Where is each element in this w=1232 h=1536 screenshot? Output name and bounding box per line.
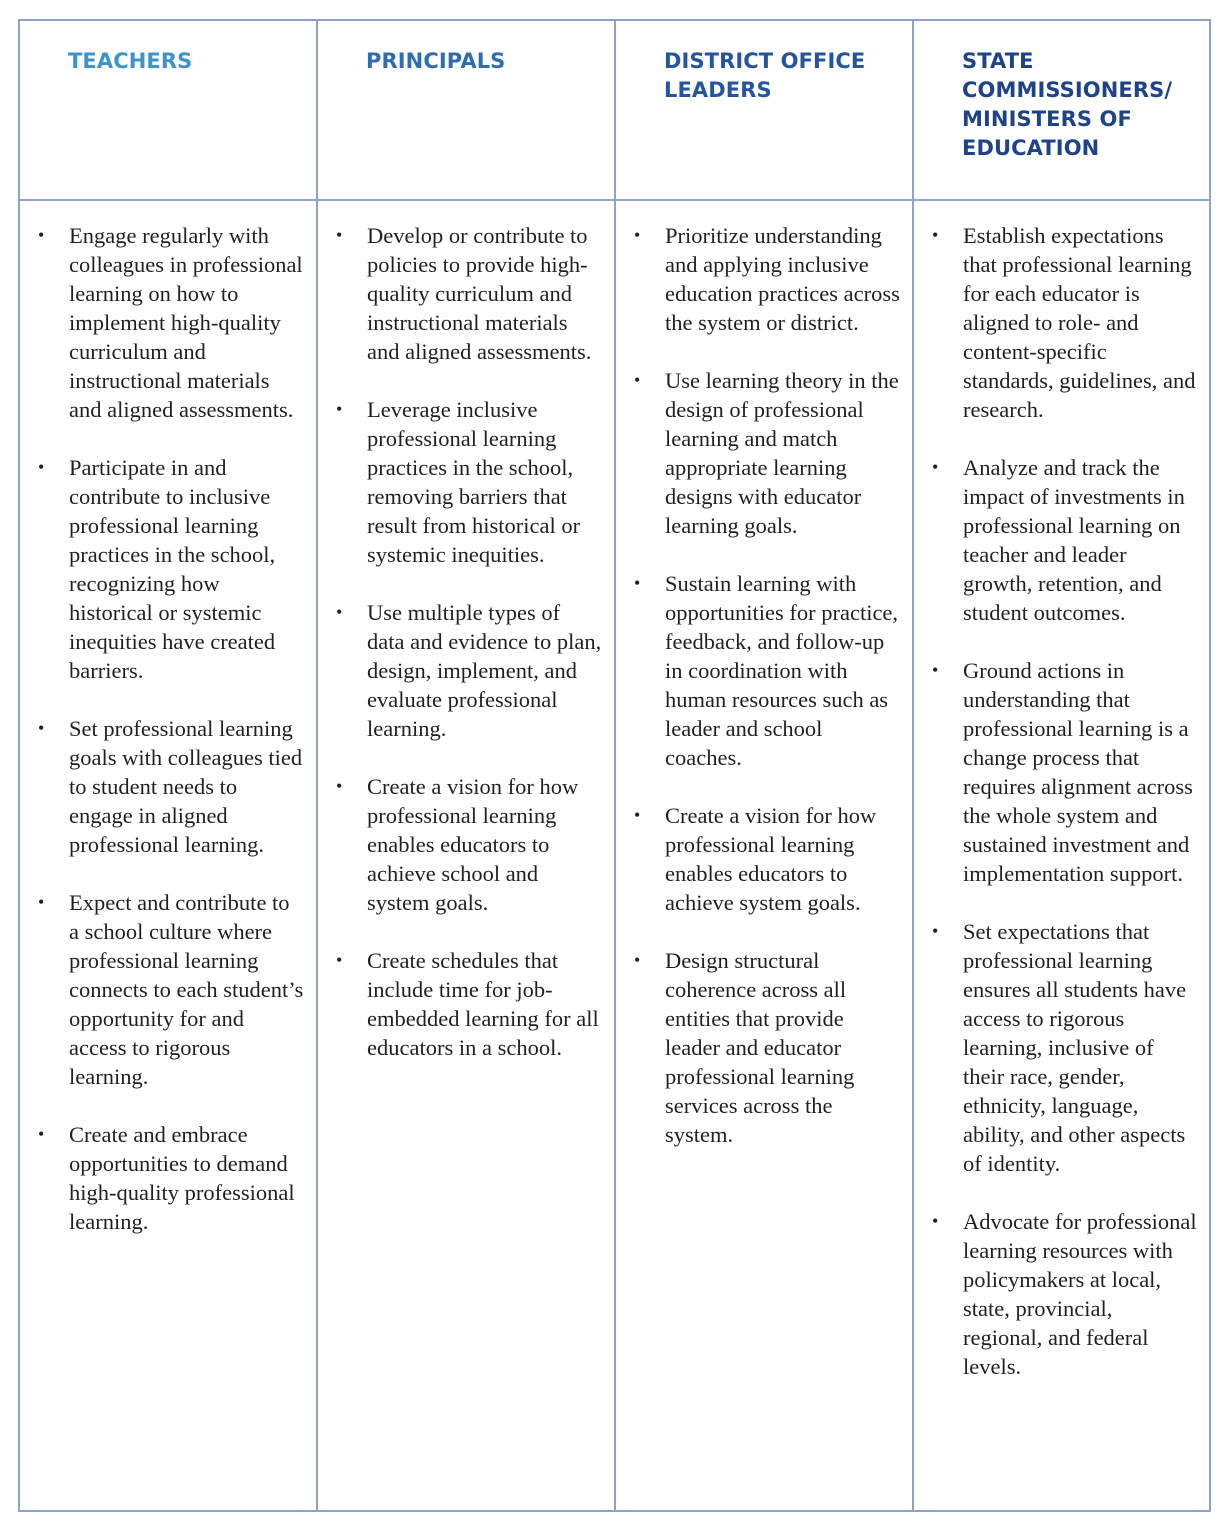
- header-state-commissioners: STATE COMMISSIONERS/ MINISTERS OF EDUCATION: [962, 49, 1173, 160]
- header-principals: PRINCIPALS: [366, 49, 506, 73]
- bullet-icon: •: [38, 892, 45, 912]
- bullet-icon: •: [336, 776, 343, 796]
- bullet-icon: •: [336, 225, 343, 245]
- list-item-text: Create a vision for how professional learning enables educators to achieve system goals.: [665, 803, 877, 915]
- list-item: [336, 946, 602, 1062]
- list-item: [932, 221, 1197, 424]
- column-header-principals: [318, 21, 616, 201]
- bullet-icon: •: [38, 1124, 45, 1144]
- list-item: [634, 946, 900, 1149]
- bullet-icon: •: [932, 660, 939, 680]
- bullet-icon: •: [336, 602, 343, 622]
- list-item-text: Engage regularly with colleagues in professional learning on how to implement high-quality curriculum and instructional materials and aligned assessments.: [69, 223, 303, 422]
- column-header-district-office-leaders: [616, 21, 914, 201]
- list-item: [38, 1120, 304, 1236]
- bullet-icon: •: [634, 370, 641, 390]
- header-district-office-leaders: DISTRICT OFFICE LEADERS: [664, 49, 866, 102]
- header-teachers: TEACHERS: [68, 49, 193, 73]
- list-item: [634, 569, 900, 772]
- list-item-text: Advocate for professional learning resources with policymakers at local, state, provincial, regional, and federal levels.: [963, 1209, 1197, 1379]
- list-item: [336, 221, 602, 366]
- list-item-text: Use learning theory in the design of professional learning and match appropriate learning designs with educator learning goals.: [665, 368, 899, 538]
- list-item: [336, 395, 602, 569]
- teachers-list: [38, 221, 304, 1236]
- list-item: [634, 801, 900, 917]
- list-item-text: Prioritize understanding and applying inclusive education practices across the system or district.: [665, 223, 900, 335]
- bullet-icon: •: [634, 573, 641, 593]
- list-item-text: Analyze and track the impact of investments in professional learning on teacher and leader growth, retention, and student outcomes.: [963, 455, 1185, 625]
- list-item-text: Create a vision for how professional learning enables educators to achieve school and system goals.: [367, 774, 579, 915]
- column-body-district-office-leaders: [616, 201, 914, 1510]
- list-item-text: Use multiple types of data and evidence to plan, design, implement, and evaluate professional learning.: [367, 600, 602, 741]
- bullet-icon: •: [634, 950, 641, 970]
- list-item-text: Establish expectations that professional learning for each educator is aligned to role- and content-specific standards, guidelines, and research.: [963, 223, 1196, 422]
- list-item-text: Participate in and contribute to inclusive professional learning practices in the school, recognizing how historical or systemic inequities have created barriers.: [69, 455, 276, 683]
- bullet-icon: •: [38, 718, 45, 738]
- bullet-icon: •: [336, 950, 343, 970]
- bullet-icon: •: [336, 399, 343, 419]
- list-item: [38, 714, 304, 859]
- list-item-text: Develop or contribute to policies to provide high-quality curriculum and instructional materials and aligned assessments.: [367, 223, 592, 364]
- bullet-icon: •: [932, 457, 939, 477]
- district-office-leaders-list: [634, 221, 900, 1149]
- list-item: [932, 656, 1197, 888]
- bullet-icon: •: [634, 225, 641, 245]
- bullet-icon: •: [38, 457, 45, 477]
- bullet-icon: •: [932, 921, 939, 941]
- list-item-text: Set expectations that professional learning ensures all students have access to rigorous learning, inclusive of their race, gender, ethnicity, language, ability, and other aspects of identity.: [963, 919, 1187, 1176]
- column-body-state-commissioners: [914, 201, 1209, 1510]
- list-item-text: Create schedules that include time for job-embedded learning for all educators in a school.: [367, 948, 599, 1060]
- list-item: [932, 1207, 1197, 1381]
- principals-list: [336, 221, 602, 1062]
- list-item: [38, 888, 304, 1091]
- column-body-teachers: [20, 201, 318, 1510]
- list-item-text: Design structural coherence across all entities that provide leader and educator professional learning services across the system.: [665, 948, 855, 1147]
- list-item: [634, 221, 900, 337]
- list-item: [932, 917, 1197, 1178]
- bullet-icon: •: [634, 805, 641, 825]
- list-item-text: Expect and contribute to a school culture where professional learning connects to each student’s opportunity for and access to rigorous learning.: [69, 890, 304, 1089]
- roles-table: [18, 19, 1211, 1512]
- bullet-icon: •: [932, 1211, 939, 1231]
- column-header-teachers: [20, 21, 318, 201]
- bullet-icon: •: [932, 225, 939, 245]
- state-commissioners-list: [932, 221, 1197, 1381]
- list-item-text: Sustain learning with opportunities for practice, feedback, and follow-up in coordination with human resources such as leader and school coaches.: [665, 571, 899, 770]
- list-item: [38, 453, 304, 685]
- list-item: [634, 366, 900, 540]
- list-item: [336, 772, 602, 917]
- list-item: [38, 221, 304, 424]
- column-body-principals: [318, 201, 616, 1510]
- list-item: [336, 598, 602, 743]
- bullet-icon: •: [38, 225, 45, 245]
- column-header-state-commissioners: [914, 21, 1209, 201]
- list-item-text: Set professional learning goals with colleagues tied to student needs to engage in aligned professional learning.: [69, 716, 303, 857]
- list-item-text: Leverage inclusive professional learning practices in the school, removing barriers that result from historical or systemic inequities.: [367, 397, 581, 567]
- list-item: [932, 453, 1197, 627]
- list-item-text: Create and embrace opportunities to demand high-quality professional learning.: [69, 1122, 295, 1234]
- list-item-text: Ground actions in understanding that professional learning is a change process that requires alignment across the whole system and sustained investment and implementation support.: [963, 658, 1193, 886]
